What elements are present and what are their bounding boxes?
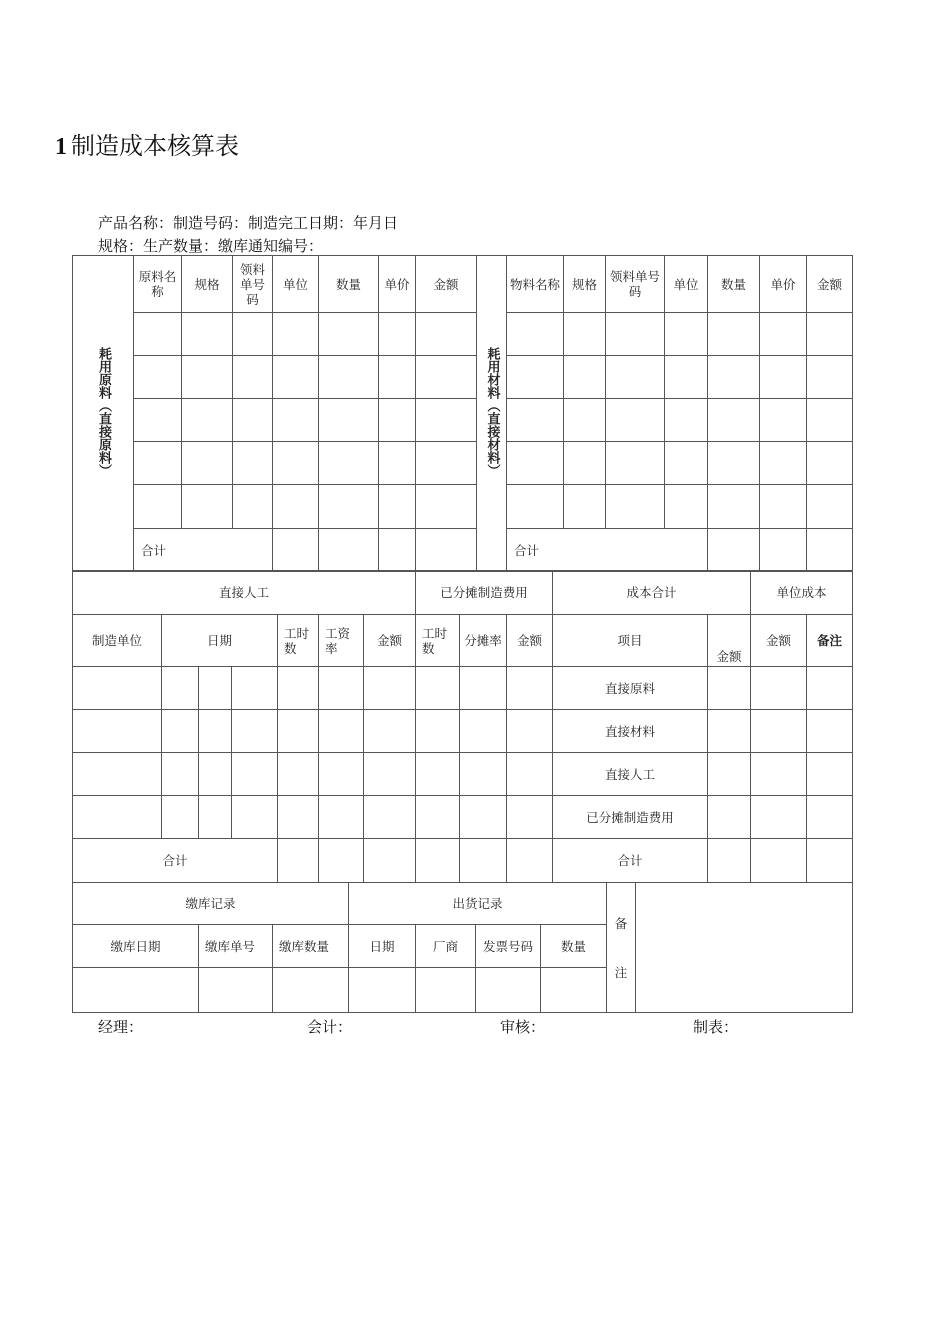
input-cell[interactable] bbox=[182, 356, 233, 399]
input-cell[interactable] bbox=[162, 710, 199, 753]
input-cell[interactable] bbox=[319, 796, 364, 839]
input-cell[interactable] bbox=[73, 753, 162, 796]
input-cell[interactable] bbox=[416, 710, 460, 753]
input-cell[interactable] bbox=[182, 442, 233, 485]
title-number: 1 bbox=[55, 134, 67, 160]
col-header: 工资率 bbox=[319, 615, 364, 667]
input-cell[interactable] bbox=[273, 313, 319, 356]
table-row bbox=[73, 485, 853, 529]
input-cell[interactable] bbox=[199, 710, 232, 753]
input-cell[interactable] bbox=[319, 399, 379, 442]
col-header: 日期 bbox=[162, 615, 278, 667]
input-cell[interactable] bbox=[606, 485, 665, 529]
input-cell[interactable] bbox=[751, 667, 807, 710]
input-cell[interactable] bbox=[541, 968, 607, 1013]
table-row bbox=[73, 667, 853, 710]
input-cell[interactable] bbox=[273, 485, 319, 529]
input-cell[interactable] bbox=[364, 796, 416, 839]
table-row bbox=[73, 399, 853, 442]
input-cell[interactable] bbox=[708, 485, 760, 529]
input-cell[interactable] bbox=[162, 667, 199, 710]
input-cell[interactable] bbox=[708, 710, 751, 753]
input-cell[interactable] bbox=[760, 442, 807, 485]
unit-cost-header: 单位成本 bbox=[751, 571, 853, 615]
input-cell[interactable] bbox=[760, 485, 807, 529]
input-cell[interactable] bbox=[708, 753, 751, 796]
title-text: 制造成本核算表 bbox=[71, 132, 239, 160]
input-cell[interactable] bbox=[278, 710, 319, 753]
input-cell[interactable] bbox=[364, 753, 416, 796]
allocated-overhead-header: 已分摊制造费用 bbox=[416, 571, 553, 615]
input-cell[interactable] bbox=[507, 399, 564, 442]
input-cell[interactable] bbox=[708, 442, 760, 485]
cost-item: 直接人工 bbox=[553, 753, 708, 796]
input-cell[interactable] bbox=[665, 485, 708, 529]
input-cell[interactable] bbox=[476, 968, 541, 1013]
input-cell[interactable] bbox=[73, 796, 162, 839]
input-cell[interactable] bbox=[379, 356, 416, 399]
input-cell[interactable] bbox=[73, 968, 199, 1013]
table-row bbox=[73, 356, 853, 399]
page-title bbox=[55, 126, 239, 161]
input-cell[interactable] bbox=[199, 667, 232, 710]
col-header: 单价 bbox=[379, 256, 416, 313]
manager-signature: 经理： bbox=[98, 1018, 144, 1036]
input-cell[interactable] bbox=[379, 313, 416, 356]
input-cell[interactable] bbox=[73, 667, 162, 710]
col-header: 缴库日期 bbox=[73, 925, 199, 968]
input-cell[interactable] bbox=[416, 753, 460, 796]
reviewer-signature: 审核： bbox=[500, 1018, 546, 1036]
input-cell[interactable] bbox=[273, 529, 319, 572]
input-cell[interactable] bbox=[460, 753, 507, 796]
input-cell[interactable] bbox=[162, 796, 199, 839]
table-row bbox=[73, 313, 853, 356]
col-header: 物料名称 bbox=[507, 256, 564, 313]
col-header: 单价 bbox=[760, 256, 807, 313]
input-cell[interactable] bbox=[273, 442, 319, 485]
material-label-cell bbox=[477, 256, 507, 572]
col-header: 金额 bbox=[364, 615, 416, 667]
input-cell[interactable] bbox=[507, 485, 564, 529]
total-row bbox=[73, 529, 853, 572]
col-header: 金额 bbox=[807, 256, 853, 313]
input-cell[interactable] bbox=[807, 753, 853, 796]
col-header: 发票号码 bbox=[476, 925, 541, 968]
input-cell[interactable] bbox=[273, 356, 319, 399]
input-cell[interactable] bbox=[379, 485, 416, 529]
shipping-record-header: 出货记录 bbox=[349, 883, 607, 925]
input-cell[interactable] bbox=[416, 968, 476, 1013]
input-cell[interactable] bbox=[134, 356, 182, 399]
input-cell[interactable] bbox=[708, 356, 760, 399]
input-cell[interactable] bbox=[460, 796, 507, 839]
col-header: 缴库单号 bbox=[199, 925, 273, 968]
input-cell[interactable] bbox=[319, 313, 379, 356]
input-cell[interactable] bbox=[760, 529, 807, 572]
input-cell[interactable] bbox=[364, 667, 416, 710]
input-cell[interactable] bbox=[807, 399, 853, 442]
input-cell[interactable] bbox=[564, 313, 606, 356]
input-cell[interactable] bbox=[807, 667, 853, 710]
input-cell[interactable] bbox=[233, 485, 273, 529]
direct-labor-header: 直接人工 bbox=[73, 571, 416, 615]
input-cell[interactable] bbox=[199, 753, 232, 796]
col-header: 金额 bbox=[507, 615, 553, 667]
input-cell[interactable] bbox=[460, 667, 507, 710]
input-cell[interactable] bbox=[606, 313, 665, 356]
input-cell[interactable] bbox=[134, 485, 182, 529]
input-cell[interactable] bbox=[233, 399, 273, 442]
input-cell[interactable] bbox=[232, 667, 278, 710]
col-header: 领料单号码 bbox=[606, 256, 665, 313]
input-cell[interactable] bbox=[199, 796, 232, 839]
input-cell[interactable] bbox=[416, 485, 477, 529]
col-header: 数量 bbox=[319, 256, 379, 313]
col-header: 日期 bbox=[349, 925, 416, 968]
input-cell[interactable] bbox=[507, 356, 564, 399]
input-cell[interactable] bbox=[460, 710, 507, 753]
input-cell[interactable] bbox=[416, 529, 477, 572]
col-header: 规格 bbox=[564, 256, 606, 313]
input-cell[interactable] bbox=[182, 399, 233, 442]
input-cell[interactable] bbox=[278, 839, 319, 883]
cost-item: 直接材料 bbox=[553, 710, 708, 753]
input-cell[interactable] bbox=[606, 356, 665, 399]
input-cell[interactable] bbox=[233, 356, 273, 399]
total-row bbox=[73, 839, 853, 883]
col-header: 分摊率 bbox=[460, 615, 507, 667]
input-cell[interactable] bbox=[807, 356, 853, 399]
col-header: 金额 bbox=[708, 615, 751, 667]
input-cell[interactable] bbox=[807, 710, 853, 753]
input-cell[interactable] bbox=[134, 442, 182, 485]
material-label: 耗用材料（直接材料） bbox=[484, 347, 500, 477]
input-cell[interactable] bbox=[199, 968, 273, 1013]
input-cell[interactable] bbox=[364, 839, 416, 883]
input-cell[interactable] bbox=[182, 485, 233, 529]
input-cell[interactable] bbox=[751, 796, 807, 839]
col-header: 工时数 bbox=[416, 615, 460, 667]
input-cell[interactable] bbox=[364, 710, 416, 753]
input-cell[interactable] bbox=[416, 796, 460, 839]
input-cell[interactable] bbox=[273, 399, 319, 442]
input-cell[interactable] bbox=[751, 839, 807, 883]
input-cell[interactable] bbox=[507, 753, 553, 796]
cost-total-label: 合计 bbox=[553, 839, 708, 883]
raw-material-total-label: 合计 bbox=[134, 529, 273, 572]
remarks-label-bottom: 注 bbox=[614, 964, 628, 980]
records-table bbox=[72, 882, 853, 1013]
col-header: 缴库数量 bbox=[273, 925, 349, 968]
stock-record-header: 缴库记录 bbox=[73, 883, 349, 925]
input-cell[interactable] bbox=[564, 399, 606, 442]
input-cell[interactable] bbox=[564, 442, 606, 485]
labor-total-label: 合计 bbox=[73, 839, 278, 883]
input-cell[interactable] bbox=[416, 399, 477, 442]
input-cell[interactable] bbox=[416, 667, 460, 710]
input-cell[interactable] bbox=[319, 442, 379, 485]
input-cell[interactable] bbox=[507, 839, 553, 883]
input-cell[interactable] bbox=[349, 968, 416, 1013]
input-cell[interactable] bbox=[507, 442, 564, 485]
input-cell[interactable] bbox=[807, 485, 853, 529]
table-row bbox=[73, 442, 853, 485]
input-cell[interactable] bbox=[232, 753, 278, 796]
input-cell[interactable] bbox=[708, 313, 760, 356]
input-cell[interactable] bbox=[606, 399, 665, 442]
input-cell[interactable] bbox=[564, 485, 606, 529]
input-cell[interactable] bbox=[807, 313, 853, 356]
input-cell[interactable] bbox=[507, 313, 564, 356]
input-cell[interactable] bbox=[807, 839, 853, 883]
input-cell[interactable] bbox=[507, 796, 553, 839]
input-cell[interactable] bbox=[162, 753, 199, 796]
input-cell[interactable] bbox=[379, 529, 416, 572]
input-cell[interactable] bbox=[807, 796, 853, 839]
col-header: 规格 bbox=[182, 256, 233, 313]
input-cell[interactable] bbox=[134, 399, 182, 442]
input-cell[interactable] bbox=[379, 442, 416, 485]
input-cell[interactable] bbox=[708, 839, 751, 883]
input-cell[interactable] bbox=[665, 399, 708, 442]
col-header: 原料名称 bbox=[134, 256, 182, 313]
input-cell[interactable] bbox=[807, 442, 853, 485]
raw-material-label-cell bbox=[73, 256, 134, 572]
table-row bbox=[73, 796, 853, 839]
input-cell[interactable] bbox=[416, 839, 460, 883]
col-header: 数量 bbox=[708, 256, 760, 313]
input-cell[interactable] bbox=[507, 710, 553, 753]
input-cell[interactable] bbox=[416, 356, 477, 399]
input-cell[interactable] bbox=[606, 442, 665, 485]
col-header: 备注 bbox=[807, 615, 853, 667]
input-cell[interactable] bbox=[233, 442, 273, 485]
input-cell[interactable] bbox=[708, 667, 751, 710]
input-cell[interactable] bbox=[319, 753, 364, 796]
input-cell[interactable] bbox=[319, 356, 379, 399]
input-cell[interactable] bbox=[319, 710, 364, 753]
input-cell[interactable] bbox=[416, 442, 477, 485]
input-cell[interactable] bbox=[182, 313, 233, 356]
table-row bbox=[73, 753, 853, 796]
input-cell[interactable] bbox=[708, 796, 751, 839]
input-cell[interactable] bbox=[564, 356, 606, 399]
input-cell[interactable] bbox=[232, 710, 278, 753]
col-header: 制造单位 bbox=[73, 615, 162, 667]
input-cell[interactable] bbox=[416, 313, 477, 356]
cost-item: 已分摊制造费用 bbox=[553, 796, 708, 839]
input-cell[interactable] bbox=[760, 313, 807, 356]
input-cell[interactable] bbox=[751, 753, 807, 796]
col-header: 单位 bbox=[665, 256, 708, 313]
input-cell[interactable] bbox=[273, 968, 349, 1013]
input-cell[interactable] bbox=[708, 529, 760, 572]
input-cell[interactable] bbox=[760, 399, 807, 442]
input-cell[interactable] bbox=[751, 710, 807, 753]
col-header: 数量 bbox=[541, 925, 607, 968]
input-cell[interactable] bbox=[319, 667, 364, 710]
input-cell[interactable] bbox=[760, 356, 807, 399]
col-header: 领料单号码 bbox=[233, 256, 273, 313]
input-cell[interactable] bbox=[507, 667, 553, 710]
remarks-area[interactable] bbox=[636, 883, 853, 1013]
col-header: 金额 bbox=[416, 256, 477, 313]
input-cell[interactable] bbox=[319, 485, 379, 529]
remarks-label-top: 备 bbox=[614, 915, 628, 931]
input-cell[interactable] bbox=[232, 796, 278, 839]
input-cell[interactable] bbox=[233, 313, 273, 356]
input-cell[interactable] bbox=[134, 313, 182, 356]
col-header: 单位 bbox=[273, 256, 319, 313]
input-cell[interactable] bbox=[379, 399, 416, 442]
accountant-signature: 会计： bbox=[307, 1018, 353, 1036]
preparer-signature: 制表： bbox=[693, 1018, 739, 1036]
col-header: 工时数 bbox=[278, 615, 319, 667]
labor-cost-table bbox=[72, 570, 853, 883]
material-total-label: 合计 bbox=[507, 529, 708, 572]
table-row bbox=[73, 710, 853, 753]
input-cell[interactable] bbox=[278, 667, 319, 710]
materials-table bbox=[72, 255, 853, 572]
info-line-1: 产品名称：制造号码：制造完工日期：年月日 bbox=[98, 214, 399, 232]
raw-material-label: 耗用原料（直接原料） bbox=[96, 347, 111, 477]
input-cell[interactable] bbox=[708, 399, 760, 442]
input-cell[interactable] bbox=[319, 529, 379, 572]
remarks-label bbox=[607, 883, 636, 1013]
input-cell[interactable] bbox=[807, 529, 853, 572]
input-cell[interactable] bbox=[665, 442, 708, 485]
input-cell[interactable] bbox=[319, 839, 364, 883]
info-line-2: 规格：生产数量：缴库通知编号： bbox=[98, 237, 324, 255]
col-header: 项目 bbox=[553, 615, 708, 667]
input-cell[interactable] bbox=[278, 796, 319, 839]
input-cell[interactable] bbox=[665, 356, 708, 399]
col-header: 厂商 bbox=[416, 925, 476, 968]
input-cell[interactable] bbox=[278, 753, 319, 796]
cost-item: 直接原料 bbox=[553, 667, 708, 710]
input-cell[interactable] bbox=[665, 313, 708, 356]
col-header: 金额 bbox=[751, 615, 807, 667]
input-cell[interactable] bbox=[460, 839, 507, 883]
cost-total-header: 成本合计 bbox=[553, 571, 751, 615]
input-cell[interactable] bbox=[73, 710, 162, 753]
